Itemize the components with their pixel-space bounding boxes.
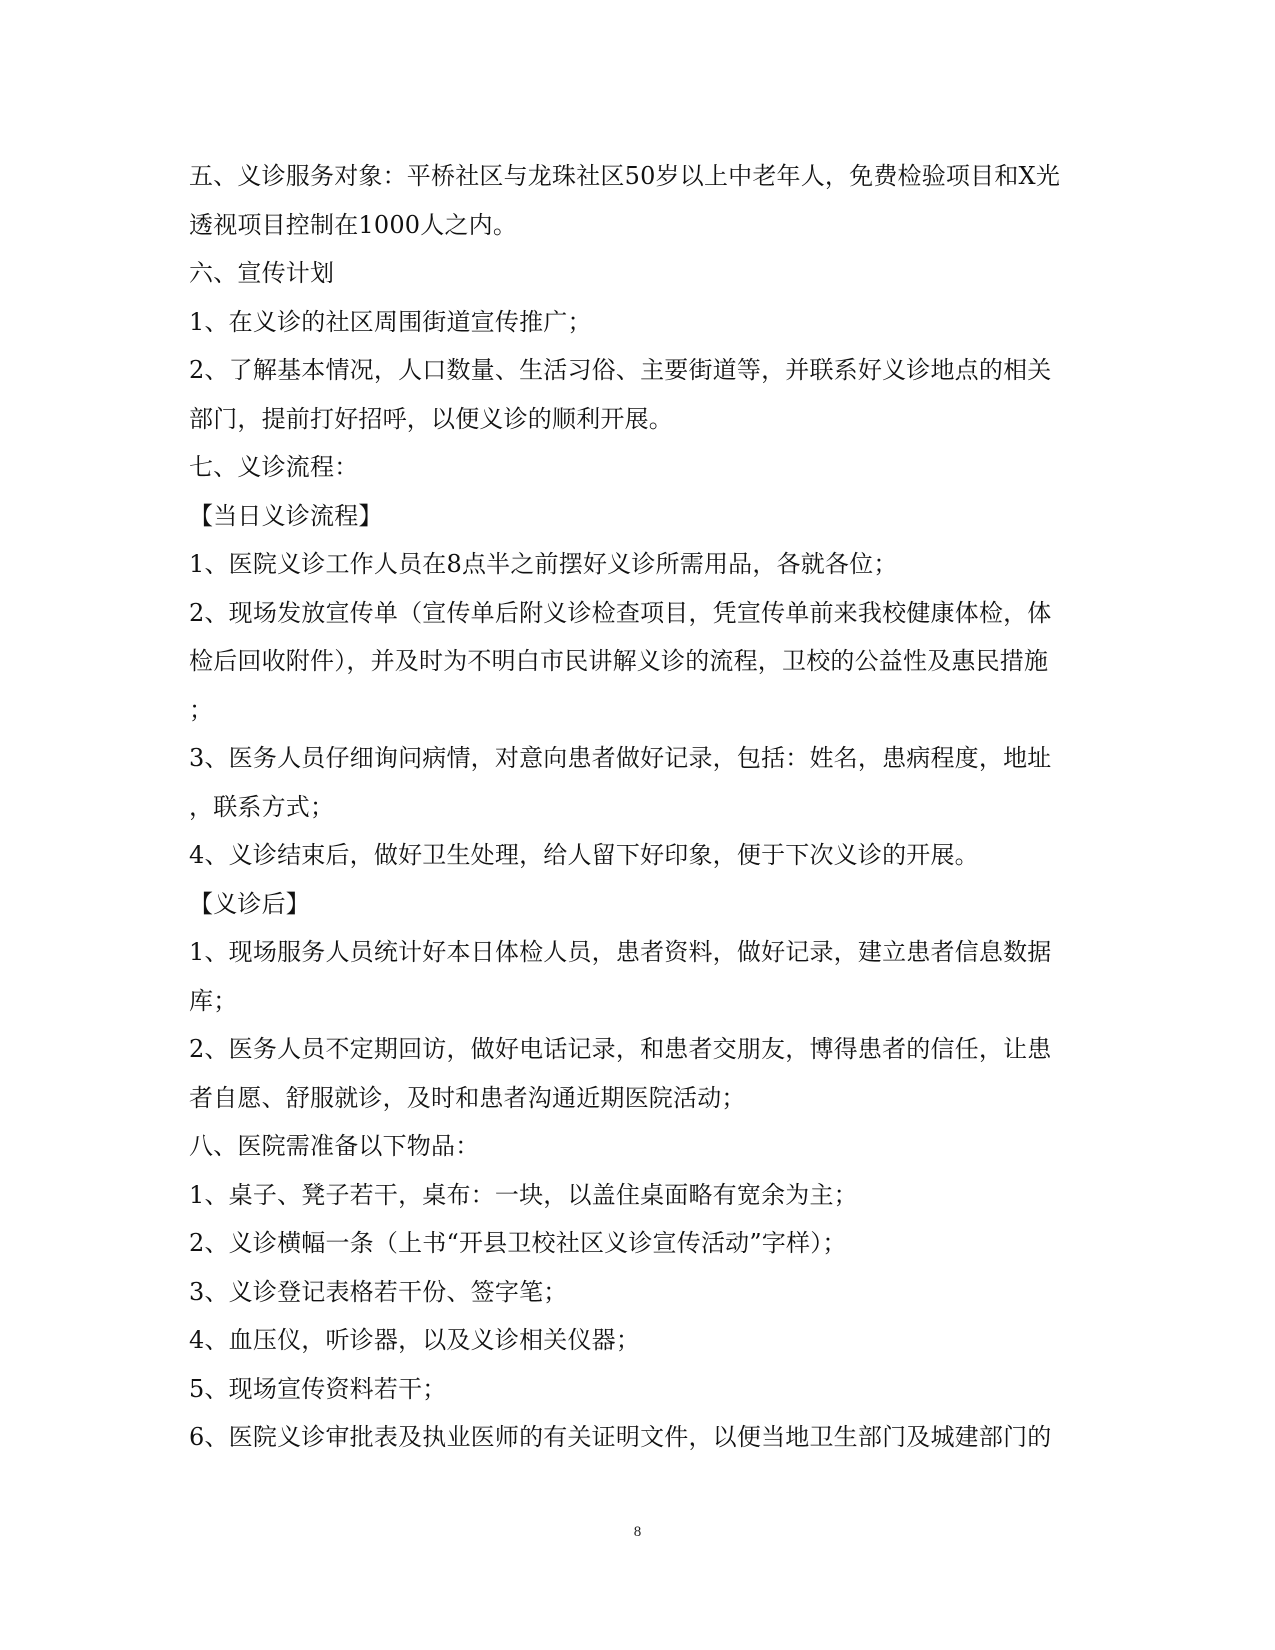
text-line: 库；	[189, 986, 238, 1015]
text-line: 2、义诊横幅一条（上书“开县卫校社区义诊宣传活动”字样）；	[189, 1229, 847, 1257]
text-line: 4、义诊结束后，做好卫生处理，给人留下好印象，便于下次义诊的开展。	[189, 841, 979, 869]
text-line: 1、桌子、凳子若干，桌布：一块，以盖住桌面略有宽余为主；	[189, 1180, 858, 1209]
text-line: 3、医务人员仔细询问病情，对意向患者做好记录，包括：姓名，患病程度，地址	[189, 744, 1052, 772]
text-line: 3、义诊登记表格若干份、签字笔；	[189, 1277, 568, 1306]
text-line: 检后回收附件），并及时为不明白市民讲解义诊的流程，卫校的公益性及惠民措施	[189, 647, 1049, 675]
text-line: 6、医院义诊审批表及执业医师的有关证明文件，以便当地卫生部门及城建部门的	[189, 1423, 1052, 1451]
subsection-heading: 【义诊后】	[189, 889, 310, 918]
text-line: 4、血压仪，听诊器，以及义诊相关仪器；	[189, 1326, 641, 1354]
text-line: 者自愿、舒服就诊，及时和患者沟通近期医院活动；	[189, 1083, 746, 1112]
text-line: 2、医务人员不定期回访，做好电话记录，和患者交朋友，博得患者的信任，让患	[189, 1035, 1052, 1063]
text-line: ；	[189, 695, 214, 724]
section-heading: 六、宣传计划	[189, 259, 335, 287]
text-line: 1、在义诊的社区周围街道宣传推广；	[189, 307, 592, 336]
text-line: 五、义诊服务对象：平桥社区与龙珠社区50岁以上中老年人，免费检验项目和X光	[189, 162, 1061, 190]
text-line: 部门，提前打好招呼，以便义诊的顺利开展。	[189, 404, 673, 433]
section-heading: 八、医院需准备以下物品：	[189, 1132, 480, 1160]
section-heading: 七、义诊流程：	[189, 453, 359, 481]
subsection-heading: 【当日义诊流程】	[189, 501, 383, 530]
text-line: 1、医院义诊工作人员在8点半之前摆好义诊所需用品，各就各位；	[189, 550, 898, 578]
page-number: 8	[633, 1524, 642, 1540]
text-line: 透视项目控制在1000人之内。	[189, 210, 518, 239]
text-line: ，联系方式；	[189, 792, 335, 821]
text-line: 5、现场宣传资料若干；	[189, 1374, 447, 1403]
text-line: 2、现场发放宣传单（宣传单后附义诊检查项目，凭宣传单前来我校健康体检，体	[189, 598, 1052, 627]
text-line: 2、了解基本情况，人口数量、生活习俗、主要街道等，并联系好义诊地点的相关	[189, 356, 1052, 384]
document-body	[189, 152, 1089, 1462]
text-line: 1、现场服务人员统计好本日体检人员，患者资料，做好记录，建立患者信息数据	[189, 938, 1052, 966]
